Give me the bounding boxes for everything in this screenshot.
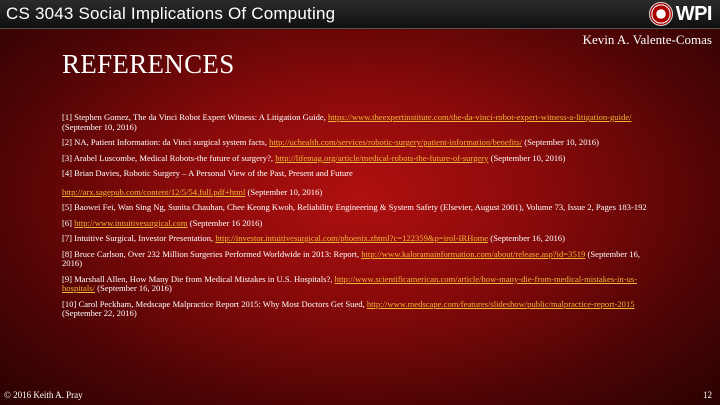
reference-link[interactable]: http://www.kaloramainformation.com/about/release.asp?id=3519 [361,248,586,259]
reference-date: (September 10, 2016) [62,121,137,132]
reference-date: (September 16, 2016) [488,233,565,243]
reference-item [62,234,658,244]
reference-item [62,203,658,213]
reference-link[interactable]: http://www.medscape.com/features/slideshow/public/malpractice-report-2015 [366,298,635,309]
reference-item [62,169,658,179]
reference-date: (September 22, 2016) [62,308,137,318]
reference-text: [5] Baowei Fei, Wan Sing Ng, Sunita Chauhan, Chee Keong Kwoh, Reliability Engineering & System Safety (Elsevier, August 2001), Volume 73, Issue 2, Pages 183-192 [62,202,647,212]
reference-text: [4] Brian Davies, Robotic Surgery – A Personal View of the Past, Present and Future [62,168,353,178]
wpi-logo [649,2,712,26]
reference-text: [9] Marshall Allen, How Many Die from Medical Mistakes in U.S. Hospitals?, [62,273,335,284]
reference-link[interactable]: http://www.scientificamerican.com/article/how-many-die-from-medical-mistakes-in-us-hospitals/ [62,273,638,293]
reference-text: [6] [62,217,75,228]
reference-list [62,113,658,325]
page-number: 12 [703,390,712,400]
reference-date: (September 16 2016) [187,217,263,228]
author-name: Kevin A. Valente-Comas [582,32,712,47]
reference-link[interactable]: https://www.theexpertinstitute.com/the-da-vinci-robot-expert-witness-a-litigation-guide/ [327,112,632,122]
course-title: CS 3043 Social Implications Of Computing [6,4,336,23]
footer-copyright: © 2016 Keith A. Pray [4,390,83,400]
reference-link[interactable]: http://uchealth.com/services/robotic-surgery/patient-information/benefits/ [269,137,523,147]
reference-text: [1] Stephen Gomez, The da Vinci Robot Expert Witness: A Litigation Guide, [62,112,328,122]
reference-item [62,154,658,164]
reference-item [62,219,658,229]
wpi-seal-icon [649,2,673,26]
wpi-logo-text: WPI [675,2,712,25]
reference-text: [8] Bruce Carlson, Over 232 Million Surgeries Performed Worldwide in 2013: Report, [62,248,362,259]
reference-item [62,138,658,148]
reference-date: (September 10, 2016) [245,186,323,197]
reference-text: [10] Carol Peckham, Medscape Malpractice Report 2015: Why Most Doctors Get Sued, [62,298,367,309]
reference-item [62,250,658,269]
reference-date: (September 16, 2016) [62,248,640,268]
reference-item [62,113,658,132]
reference-date: (September 16, 2016) [94,283,172,293]
reference-text: [7] Intuitive Surgical, Investor Presentation, [62,233,216,243]
reference-link[interactable]: http://lifemag.org/article/medical-robots-the-future-of-surgery [275,152,489,163]
reference-item [62,188,658,198]
top-bar [0,0,720,29]
reference-item [62,300,658,319]
reference-date: (September 10, 2016) [522,137,599,147]
reference-link[interactable]: http://investor.intuitivesurgical.com/phoenix.zhtml?c=122359&p=irol-IRHome [215,233,489,243]
reference-link[interactable]: http://arx.sagepub.com/content/12/5/54.full.pdf+html [62,186,246,197]
reference-date: (September 10, 2016) [488,152,566,163]
reference-text: [2] NA, Patient Information: da Vinci surgical system facts, [62,137,270,147]
slide-title: REFERENCES [62,49,235,79]
reference-text: [3] Arabel Luscombe, Medical Robots-the future of surgery?, [62,152,276,163]
reference-item [62,275,658,294]
reference-link[interactable]: http://www.intuitivesurgical.com [74,217,188,228]
